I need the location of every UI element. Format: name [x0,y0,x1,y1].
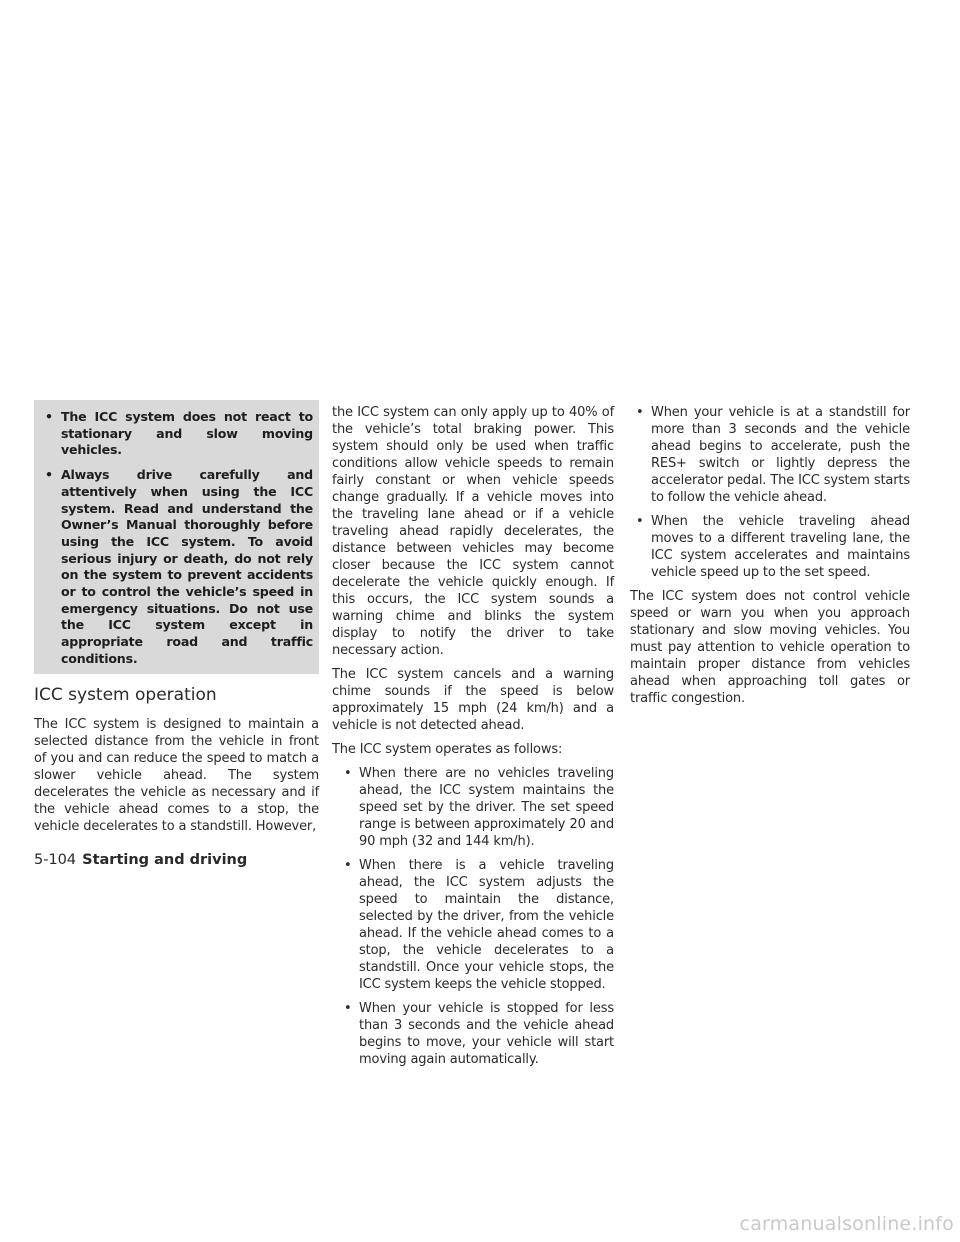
list-item-text: When there is a vehicle traveling ahead, the ICC system adjusts the speed to maintain the distance, selected by the driver, from the vehicle ahead. If the vehicle ahead comes to a stop, the vehicle decelerates to a standstill. Once your vehicle stops, the ICC system keeps the vehicle stopped. [359,858,614,992]
paragraph-caution: The ICC system does not control vehicle speed or warn you when you approach stationary and slow moving vehicles. You must pay attention to vehicle operation to maintain proper distance from vehicles ahead when approaching toll gates or traffic congestion. [630,589,910,706]
bullet-icon: • [636,405,644,420]
page-footer [34,851,247,869]
list-item [332,765,614,850]
bullet-icon: • [45,467,53,483]
paragraph-intro-part2: the ICC system can only apply up to 40% of the vehicle’s total braking power. This system should only be used when traffic conditions allow vehicle speeds to remain fairly constant or when vehicle speeds change gradually. If a vehicle moves into the traveling lane ahead or if a vehicle traveling ahead rapidly decelerates, the distance between vehicles may become closer because the ICC system cannot decelerate the vehicle quickly enough. If this occurs, the ICC system sounds a warning chime and blinks the system display to notify the driver to take necessary action. [332,405,614,658]
operation-list [332,765,614,1068]
warning-item [42,467,313,667]
column-right [630,404,910,714]
list-item [332,857,614,993]
list-item-text: When the vehicle traveling ahead moves to a different traveling lane, the ICC system accelerates and maintains vehicle speed up to the set speed. [651,514,910,580]
list-item-text: When there are no vehicles traveling ahead, the ICC system maintains the speed set by the driver. The set speed range is between approximately 20 and 90 mph (32 and 144 km/h). [359,766,614,849]
column-left [34,400,319,716]
list-item-text: When your vehicle is at a standstill for more than 3 seconds and the vehicle ahead begins to accelerate, push the RES+ switch or lightly depress the accelerator pedal. The ICC system starts to follow the vehicle ahead. [651,405,910,505]
paragraph-cancel: The ICC system cancels and a warning chime sounds if the speed is below approximately 15 mph (24 km/h) and a vehicle is not detected ahead. [332,667,614,733]
footer-section-name: Starting and driving [82,852,248,868]
column-left-body [34,716,319,842]
list-item [332,1000,614,1068]
watermark: carmanualsonline.info [739,1213,954,1235]
page-number: 5-104 [34,852,77,868]
operation-list-continued [630,404,910,581]
column-middle [332,404,614,1075]
bullet-icon: • [344,858,352,873]
warning-box [34,400,319,674]
list-item [630,513,910,581]
list-item-text: When your vehicle is stopped for less than 3 seconds and the vehicle ahead begins to move, your vehicle will start moving again automatically. [359,1001,614,1067]
bullet-icon: • [344,1001,352,1016]
warning-text: Always drive carefully and attentively when using the ICC system. Read and understand the Owner’s Manual thoroughly before using the ICC system. To avoid serious injury or death, do not rely on the system to prevent accidents or to control the vehicle’s speed in emergency situations. Do not use the ICC system except in appropriate road and traffic conditions. [61,467,313,666]
paragraph-intro-part1: The ICC system is designed to maintain a selected distance from the vehicle in front of you and can reduce the speed to match a slower vehicle ahead. The system decelerates the vehicle as necessary and if the vehicle ahead comes to a stop, the vehicle decelerates to a standstill. However, [34,717,319,834]
bullet-icon: • [344,766,352,781]
paragraph-operates: The ICC system operates as follows: [332,742,563,757]
section-heading: ICC system operation [34,684,217,705]
list-item [630,404,910,506]
warning-item [42,409,313,459]
bullet-icon: • [45,409,53,424]
warning-text: The ICC system does not react to stationary and slow moving vehicles. [61,409,313,458]
bullet-icon: • [636,514,644,529]
